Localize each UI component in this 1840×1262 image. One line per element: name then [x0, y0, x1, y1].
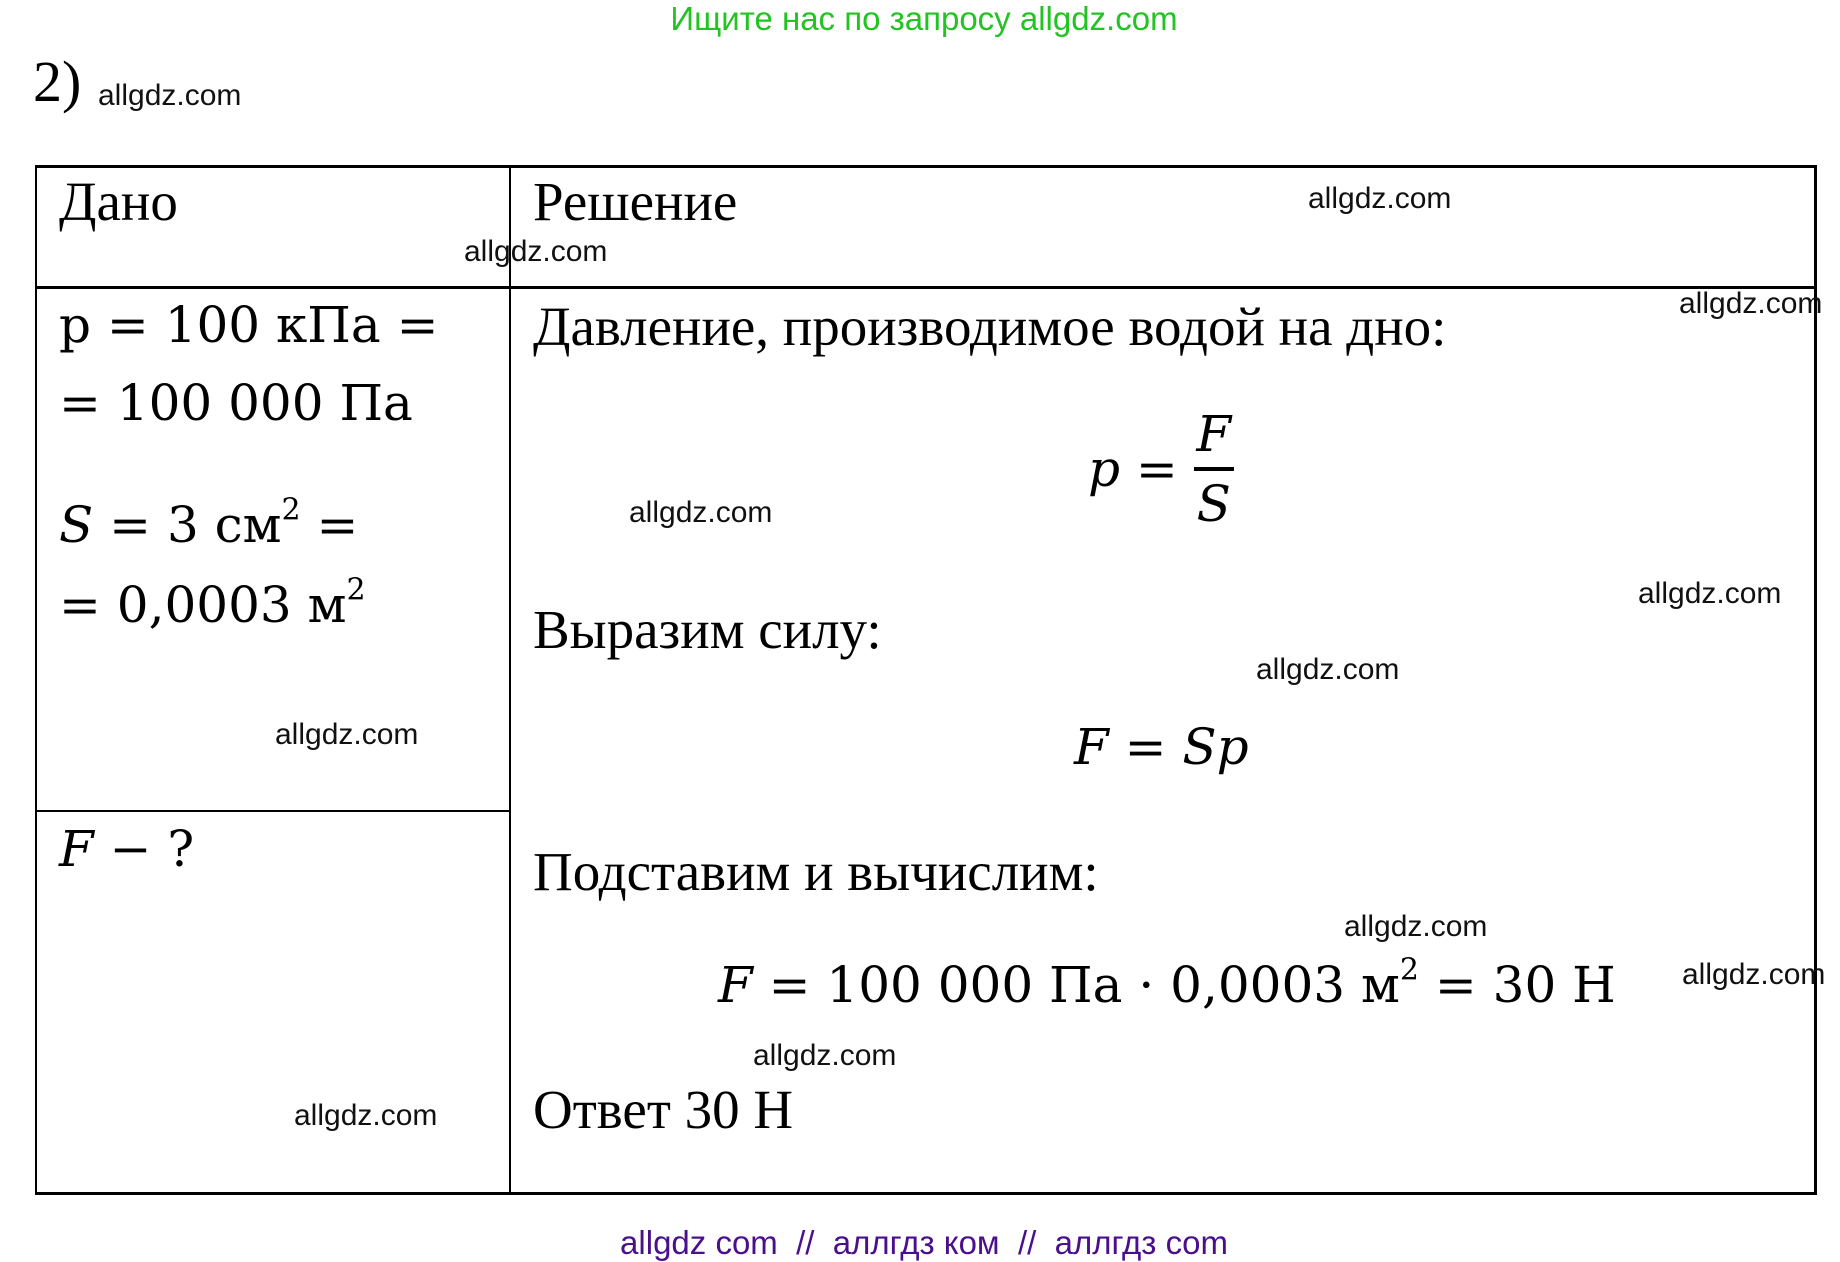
fraction-bar — [1194, 467, 1234, 471]
answer: Ответ 30 Н — [533, 1079, 794, 1140]
step-substitute: Подставим и вычислим: — [533, 841, 1099, 902]
find-force — [59, 820, 194, 878]
result: = 30 Н — [1418, 956, 1616, 1014]
var-f: F — [1074, 718, 1109, 776]
footer-links[interactable]: allgdz com // аллгдз ком // аллгдз com — [620, 1224, 1228, 1261]
table-border-bottom — [35, 1192, 1817, 1195]
given-find-divider — [35, 810, 511, 812]
var-f: F — [59, 820, 94, 878]
watermark: allgdz.com — [1679, 287, 1823, 320]
watermark: allgdz.com — [464, 235, 608, 268]
watermark: allgdz.com — [1256, 653, 1400, 686]
watermark: allgdz.com — [1308, 182, 1452, 215]
item-number: 2) — [33, 49, 82, 114]
fraction — [1194, 405, 1234, 533]
watermark: allgdz.com — [753, 1039, 897, 1072]
watermark: allgdz.com — [98, 79, 242, 112]
watermark: allgdz.com — [275, 718, 419, 751]
area-si: = 0,0003 м — [59, 576, 347, 634]
table-border-top — [35, 165, 1817, 168]
superscript: 2 — [281, 492, 301, 528]
given-header: Дано — [59, 171, 178, 232]
denominator: S — [1196, 475, 1231, 533]
eq: = — [1120, 440, 1194, 498]
header-banner[interactable]: Ищите нас по запросу allgdz.com — [670, 0, 1178, 37]
step-express-force: Выразим силу: — [533, 599, 882, 660]
var-p: p — [1088, 440, 1121, 498]
var-f: F — [718, 956, 753, 1014]
step-pressure: Давление, производимое водой на дно: — [533, 296, 1447, 357]
product: Sp — [1182, 718, 1249, 776]
eq: = — [1108, 718, 1183, 776]
var-s: S — [59, 496, 94, 554]
header-row-divider — [35, 286, 1817, 289]
area-value: = 3 см — [93, 496, 282, 554]
watermark: allgdz.com — [294, 1099, 438, 1132]
watermark: allgdz.com — [1682, 958, 1826, 991]
numerator: F — [1196, 405, 1232, 463]
table-border-left — [35, 165, 37, 1195]
watermark: allgdz.com — [1344, 910, 1488, 943]
given-area-line1 — [59, 492, 359, 554]
formula-force — [1074, 718, 1249, 776]
formula-pressure — [1088, 405, 1234, 533]
given-area-line2 — [59, 572, 366, 634]
formula-calculation — [718, 952, 1616, 1014]
given-pressure-line1: p = 100 кПа = — [59, 296, 439, 354]
solution-header: Решение — [533, 171, 738, 232]
find-mark: − ? — [93, 820, 195, 878]
superscript: 2 — [346, 572, 366, 608]
given-pressure-line2: = 100 000 Па — [59, 374, 413, 432]
column-divider — [509, 165, 511, 1195]
watermark: allgdz.com — [629, 496, 773, 529]
watermark: allgdz.com — [1638, 577, 1782, 610]
area-eq: = — [300, 496, 359, 554]
calc: = 100 000 Па · 0,0003 м — [752, 956, 1400, 1014]
superscript: 2 — [1399, 952, 1419, 988]
